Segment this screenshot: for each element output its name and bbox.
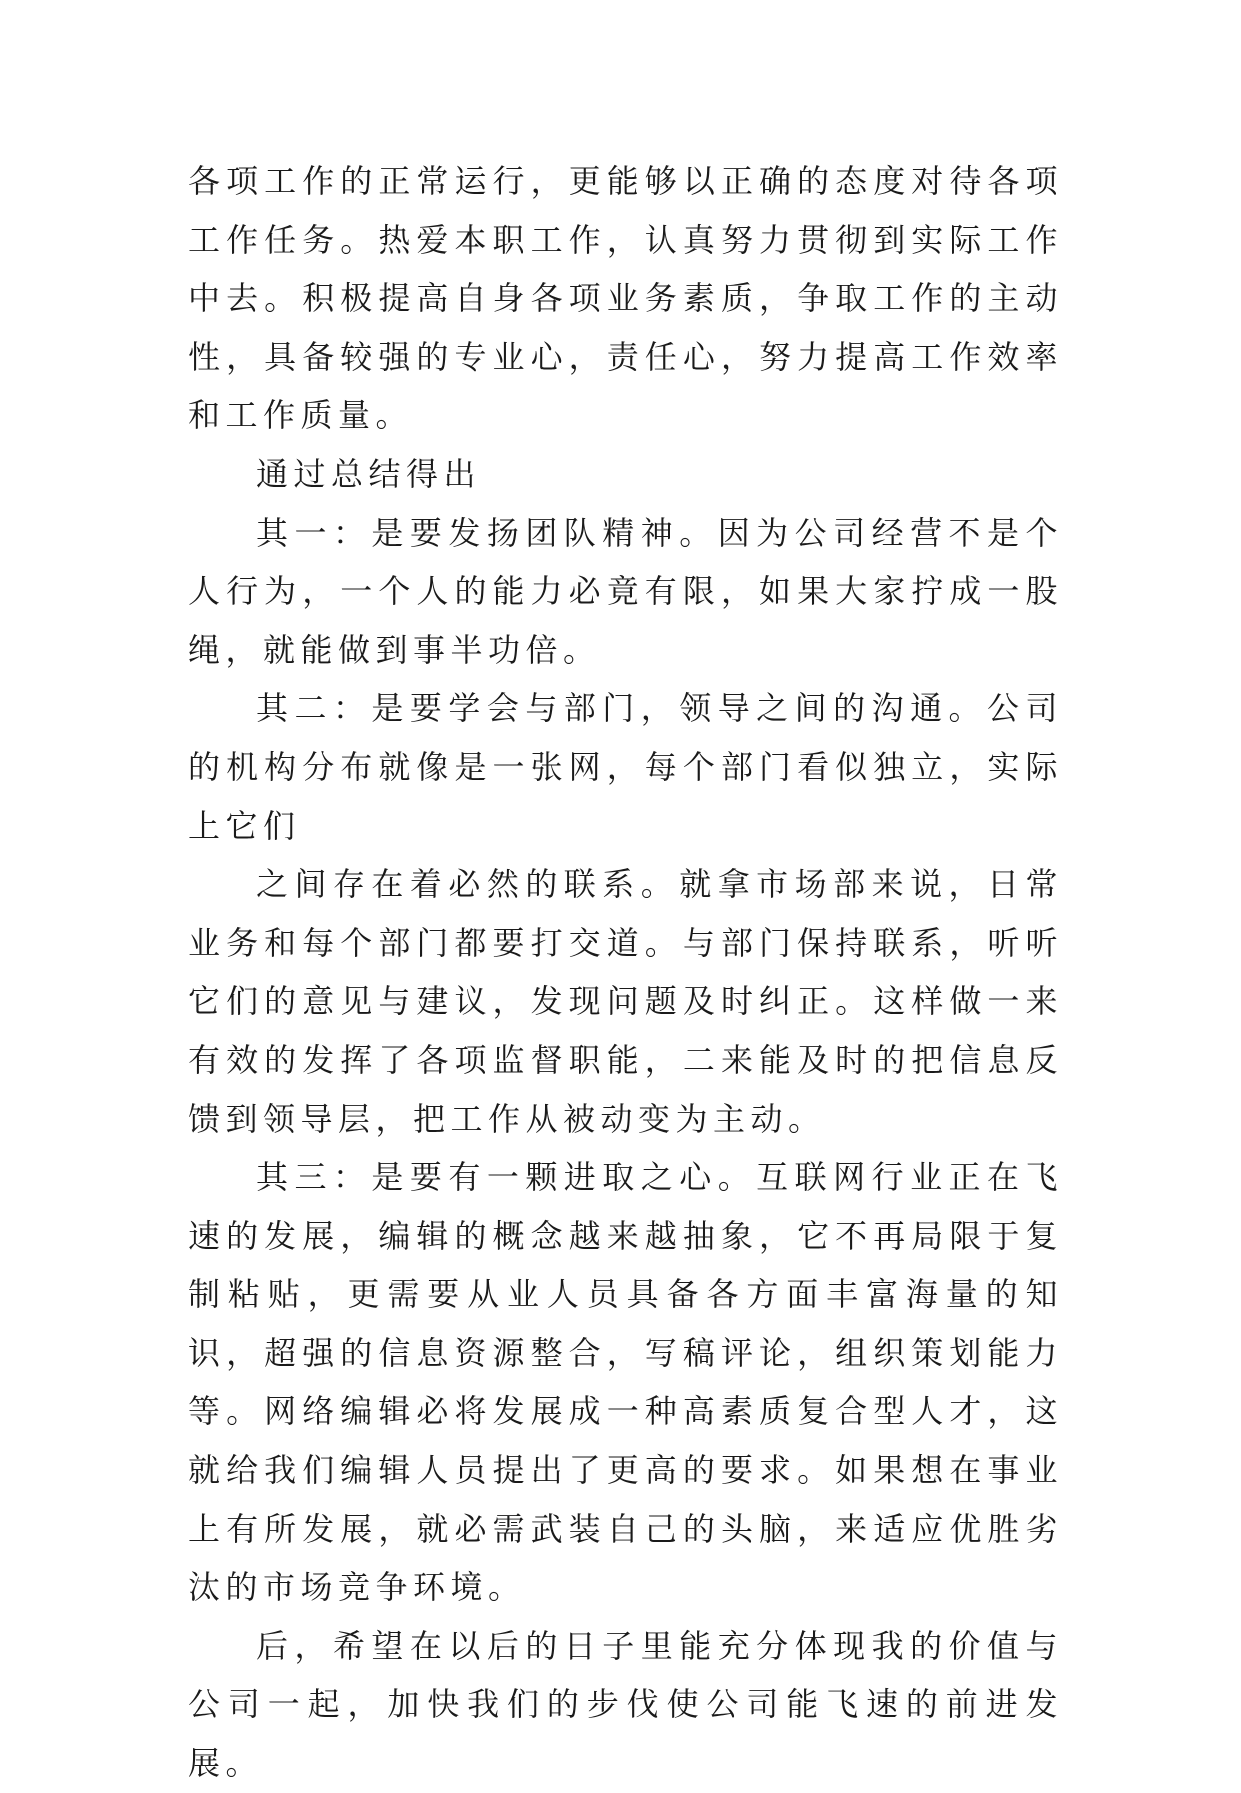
document-body: [188, 152, 1063, 1793]
paragraph-summary-heading: 通过总结得出: [256, 454, 482, 493]
paragraph-point-three: 其三：是要有一颗进取之心。互联网行业正在飞速的发展，编辑的概念越来越抽象，它不再局限于复制粘贴，更需要从业人员具备各方面丰富海量的知识，超强的信息资源整合，写稿评论，组织策划能力等。网络编辑必将发展成一种高素质复合型人才，这就给我们编辑人员提出了更高的要求。如果想在事业上有所发展，就必需武装自己的头脑，来适应优胜劣汰的市场竞争环境。: [188, 1158, 1063, 1607]
paragraph-point-one: 其一：是要发扬团队精神。因为公司经营不是个人行为，一个人的能力必竟有限，如果大家拧成一股绳，就能做到事半功倍。: [188, 513, 1063, 669]
paragraph-closing: 后，希望在以后的日子里能充分体现我的价值与公司一起，加快我们的步伐使公司能飞速的前进发展。: [188, 1626, 1063, 1783]
paragraph-point-two-continued: 之间存在着必然的联系。就拿市场部来说，日常业务和每个部门都要打交道。与部门保持联系，听听它们的意见与建议，发现问题及时纠正。这样做一来有效的发挥了各项监督职能，二来能及时的把信息反馈到领导层，把工作从被动变为主动。: [188, 865, 1063, 1138]
paragraph-point-two: 其二：是要学会与部门，领导之间的沟通。公司的机构分布就像是一张网，每个部门看似独立，实际上它们: [188, 689, 1063, 845]
paragraph-continuation: 各项工作的正常运行，更能够以正确的态度对待各项工作任务。热爱本职工作，认真努力贯彻到实际工作中去。积极提高自身各项业务素质，争取工作的主动性，具备较强的专业心，责任心，努力提高工作效率和工作质量。: [188, 162, 1063, 435]
